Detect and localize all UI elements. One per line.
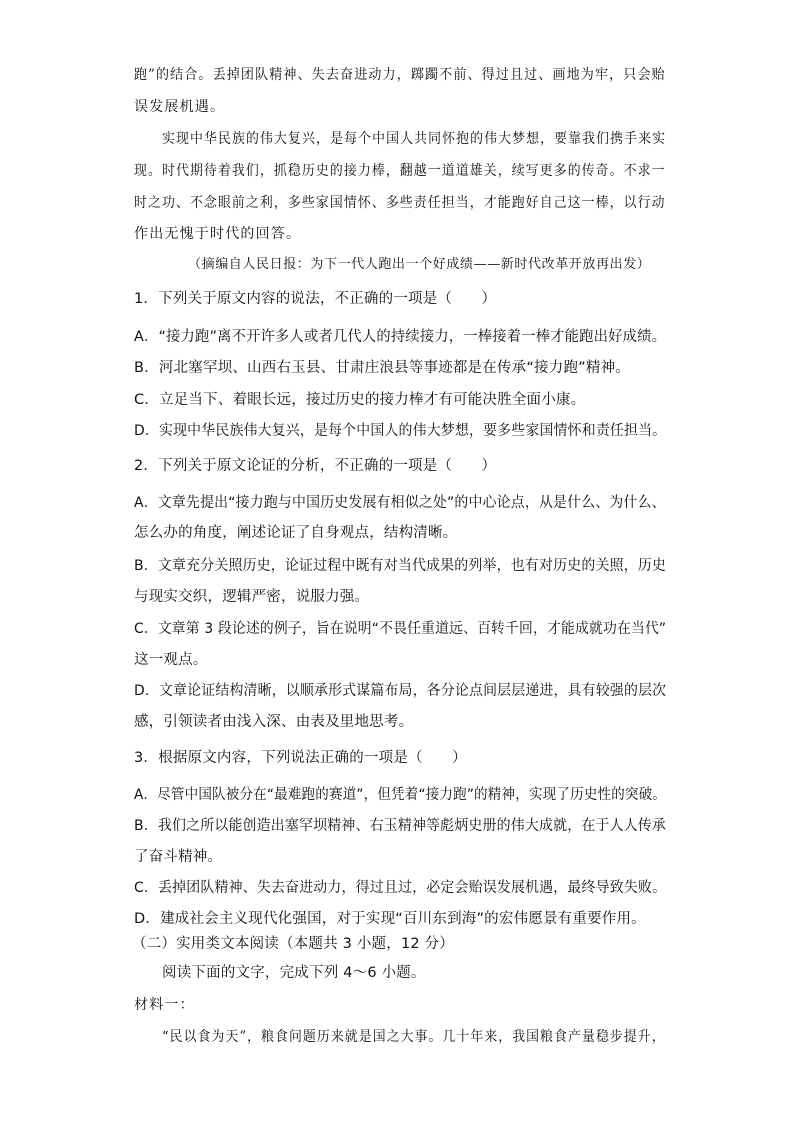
passage-line: 作出无愧于时代的回答。 xyxy=(134,226,302,242)
material-text: “民以食为天”，粮食问题历来就是国之大事。几十年来，我国粮食产量稳步提升， xyxy=(162,1029,666,1045)
question-option: C．立足当下、着眼长远，接过历史的接力棒才有可能决胜全面小康。 xyxy=(134,392,586,408)
question-option: 与现实交织，逻辑严密，说服力强。 xyxy=(134,589,370,605)
question-option: C．丢掉团队精神、失去奋进动力，得过且过，必定会贻误发展机遇，最终导致失败。 xyxy=(134,880,667,896)
section-heading: （二）实用类文本阅读（本题共 3 小题，12 分） xyxy=(132,936,455,952)
question-option: 感，引领读者由浅入深、由表及里地思考。 xyxy=(134,714,414,730)
question-option: C．文章第 3 段论述的例子，旨在说明“不畏任重道远、百转千回，才能成就功在当代” xyxy=(134,621,667,637)
question-option: A．文章先提出“接力跑与中国历史发展有相似之处”的中心论点，从是什么、为什么、 xyxy=(134,495,666,511)
passage-line: 现。时代期待着我们，抓稳历史的接力棒，翻越一道道雄关，续写更多的传奇。不求一 xyxy=(134,163,666,179)
question-option: B．河北塞罕坝、山西右玉县、甘肃庄浪县等事迹都是在传承“接力跑”精神。 xyxy=(134,360,630,376)
question-option: D．建成社会主义现代化强国，对于实现“百川东到海”的宏伟愿景有重要作用。 xyxy=(134,911,646,927)
question-option: B．文章充分关照历史，论证过程中既有对当代成果的列举，也有对历史的关照，历史 xyxy=(134,558,667,574)
passage-line: 实现中华民族的伟大复兴，是每个中国人共同怀抱的伟大梦想，要靠我们携手来实 xyxy=(162,131,667,147)
passage-line: 跑”的结合。丢掉团队精神、失去奋进动力，踯躅不前、得过且过、画地为牢，只会贻 xyxy=(134,67,666,83)
question-stem: 2．下列关于原文论证的分析，不正确的一项是（ ） xyxy=(134,458,497,474)
material-label: 材料一： xyxy=(134,997,195,1013)
passage-line: 时之功、不念眼前之利，多些家国情怀、多些责任担当，才能跑好自己这一棒，以行动 xyxy=(134,195,666,211)
question-option: 怎么办的角度，阐述论证了自身观点，结构清晰。 xyxy=(134,525,458,541)
passage-source: （摘编自人民日报：为下一代人跑出一个好成绩——新时代改革开放再出发） xyxy=(188,257,651,272)
question-option: D．文章论证结构清晰，以顺承形式谋篇布局，各分论点间层层递进，具有较强的层次 xyxy=(134,683,667,699)
question-stem: 1．下列关于原文内容的说法，不正确的一项是（ ） xyxy=(134,291,497,307)
question-option: A．“接力跑”离不开许多人或者几代人的持续接力，一棒接着一棒才能跑出好成绩。 xyxy=(134,329,667,345)
section-instruction: 阅读下面的文字，完成下列 4～6 小题。 xyxy=(162,965,426,981)
question-option: D．实现中华民族伟大复兴，是每个中国人的伟大梦想，要多些家国情怀和责任担当。 xyxy=(134,423,667,439)
question-option: 了奋斗精神。 xyxy=(134,849,223,865)
passage-line: 误发展机遇。 xyxy=(134,99,226,115)
question-stem: 3．根据原文内容，下列说法正确的一项是（ ） xyxy=(134,750,467,766)
question-option: B．我们之所以能创造出塞罕坝精神、右玉精神等彪炳史册的伟大成就，在于人人传承 xyxy=(134,818,667,834)
question-option: A．尽管中国队被分在“最难跑的赛道”，但凭着“接力跑”的精神，实现了历史性的突破。 xyxy=(134,787,667,803)
question-option: 这一观点。 xyxy=(134,652,208,668)
